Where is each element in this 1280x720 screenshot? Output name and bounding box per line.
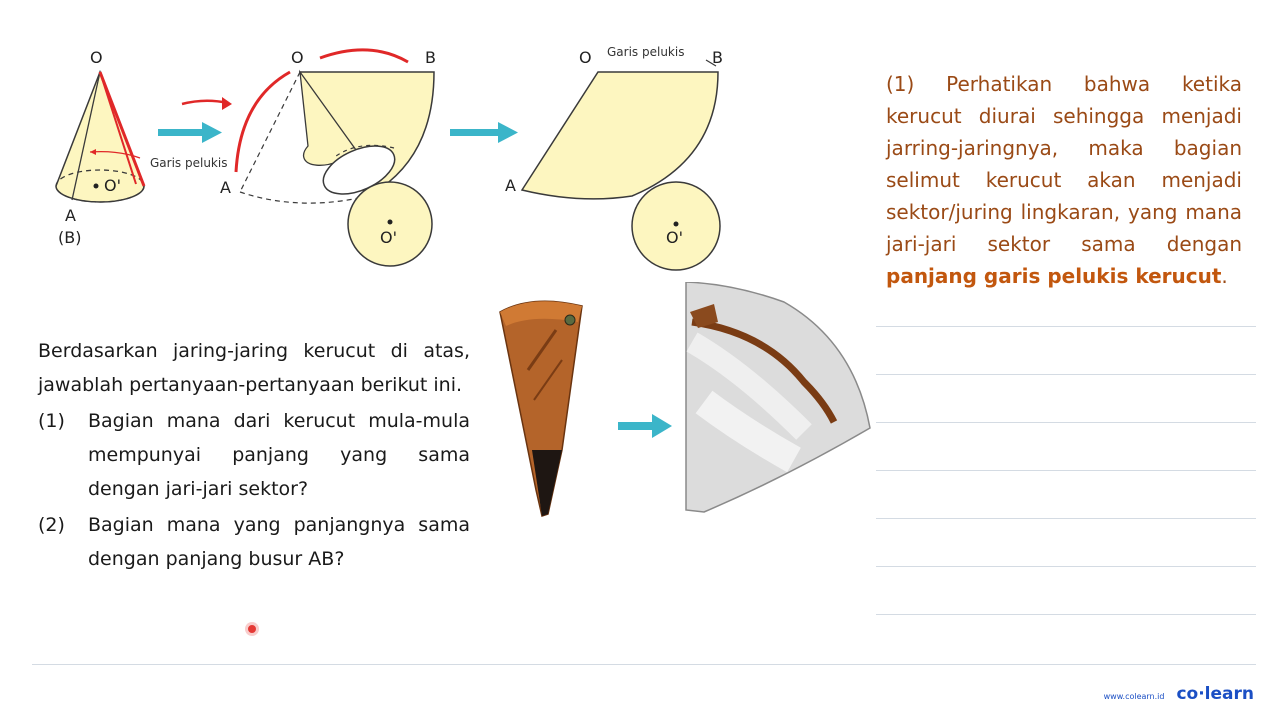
question-item [38,404,470,506]
divider [32,664,1256,665]
arrow-right-icon [450,122,518,143]
explanation-end: . [1221,264,1228,288]
net-apex-label: O [291,48,304,67]
brand-name: co·learn [1176,684,1254,704]
cone-apex-label: O [90,48,103,67]
cone-caption: (B) [58,228,82,247]
question-block [38,334,470,576]
arrow-right-icon [158,122,222,143]
note-line [876,566,1256,567]
unfolding-net [236,50,434,266]
pointer-dot-icon [248,625,256,633]
cone-figure [56,72,144,202]
sector-start-point-label: A [505,176,516,195]
note-line [876,374,1256,375]
cone-base-point-label: A [65,206,76,225]
question-text: Bagian mana yang panjangnya sama dengan panjang busur AB? [88,514,470,570]
brand-logo [1104,684,1254,704]
brand-url: www.colearn.id [1103,692,1165,701]
note-line [876,470,1256,471]
cone-center-label: O' [104,176,121,195]
note-line [876,614,1256,615]
sector-slant-label: Garis pelukis [607,45,685,59]
net-start-point-label: A [220,178,231,197]
ice-cream-cone-image [492,290,592,520]
arrow-right-icon [618,414,674,438]
net-center-label: O' [380,228,397,247]
sector-net [522,60,720,270]
net-end-point-label: B [425,48,436,67]
sector-center-label: O' [666,228,683,247]
sector-end-point-label: B [712,48,723,67]
note-line [876,422,1256,423]
explanation-text [886,68,1242,292]
question-number: (2) [38,514,65,536]
question-text: Bagian mana dari kerucut mula-mula mempunyai panjang yang sama dengan jari-jari sektor? [88,410,470,500]
explanation-body: (1) Perhatikan bahwa ketika kerucut diurai sehingga menjadi jarring-jaringnya, maka bagian selimut kerucut akan menjadi sektor/juring lingkaran, yang mana jari-jari sektor sama dengan [886,72,1242,256]
unrolled-wrapper-image [684,282,874,514]
cone-net-diagram [0,0,860,280]
note-line [876,518,1256,519]
question-intro: Berdasarkan jaring-jaring kerucut di atas, jawablah pertanyaan-pertanyaan berikut ini. [38,340,470,396]
note-line [876,326,1256,327]
question-number: (1) [38,410,65,432]
question-item [38,508,470,576]
red-arrow-icon [182,97,232,110]
cone-slant-label: Garis pelukis [150,156,228,170]
sector-apex-label: O [579,48,592,67]
explanation-highlight: panjang garis pelukis kerucut [886,264,1222,288]
